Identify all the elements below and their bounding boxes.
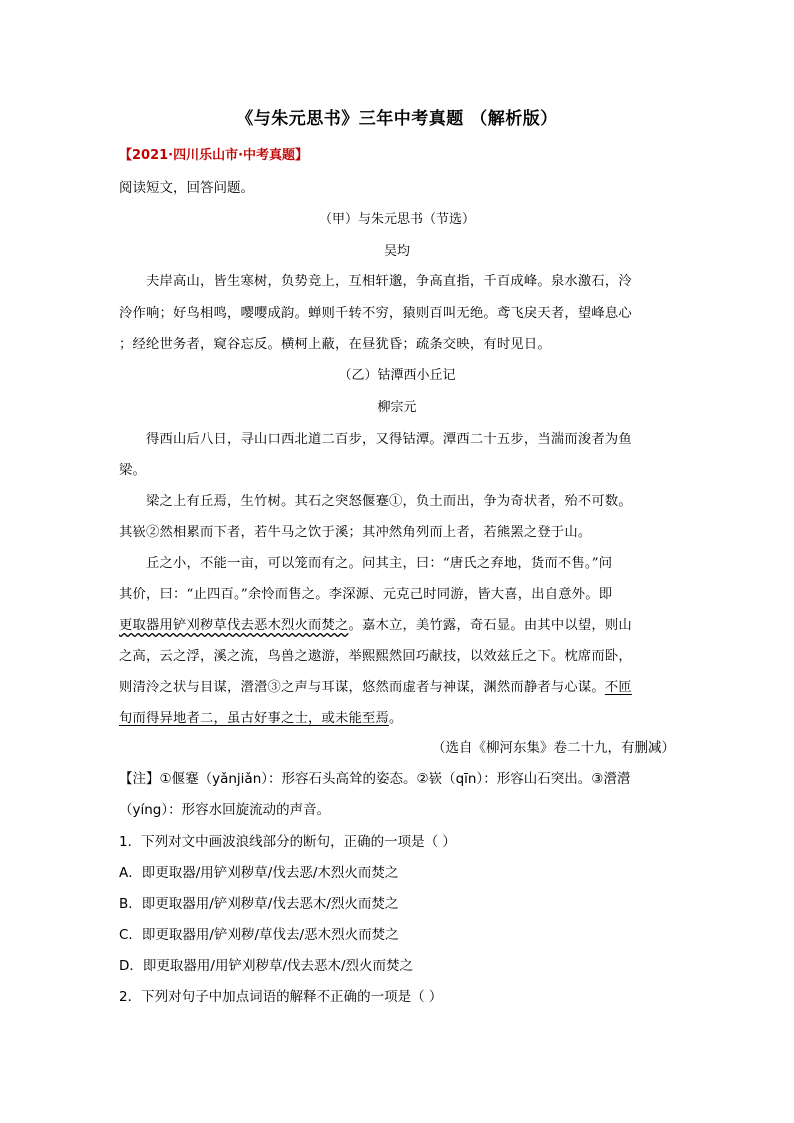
option-d: D．即更取器用/用铲刈秽草/伐去恶木/烈火而焚之 [119,958,414,974]
sentence-part: 瀯瀯③之声与耳谋，悠然而虚者与神谋，渊然而静者与心谋。 [240,680,605,695]
passage-yi-line: 之高，云之浮，溪之流，鸟兽之遨游，举熙熙然回巧献技，以效兹丘之下。枕席而卧， [119,649,632,664]
option-a: A．即更取器/用铲刈秽草/伐去恶/木烈火而焚之 [119,865,399,881]
sentence-end: 。 [388,711,403,726]
passage-yi-line: 梁之上有丘焉，生竹树。其石之突怒偃蹇①，负土而出，争为奇状者，殆不可数。 [146,494,632,509]
wavy-underlined-sentence: 更取器用铲刈秽草伐去恶木烈火而焚之 [119,618,349,633]
passage-jia-author: 吴均 [383,244,410,259]
passage-jia-line: ；经纶世务者，窥谷忘反。横柯上蔽，在昼犹昏；疏条交映，有时见日。 [119,337,551,352]
passage-yi-line: 梁。 [119,463,146,478]
annotation-note: （yíng）：形容水回旋流动的声音。 [119,802,331,818]
passage-yi-line: 其价，曰：“止四百。”余怜而售之。李深源、元克己时同游，皆大喜，出自意外。即 [119,587,613,602]
annotation-note: 【注】①偃蹇（yǎnjiǎn）：形容石头高耸的姿态。②嵚（qīn）：形容山石突出。③瀯瀯 [119,771,631,787]
sentence-rest: 。嘉木立，美竹露，奇石显。由其中以望，则山 [348,618,632,633]
passage-yi-line: 其嵚②然相累而下者，若牛马之饮于溪；其冲然角列而上者，若熊罴之登于山。 [119,525,592,540]
option-c: C．即更取器用/铲刈秽/草伐去/恶木烈火而焚之 [119,927,399,943]
passage-yi-author: 柳宗元 [377,400,417,415]
sentence-part: 则清泠之状与目谋， [119,680,241,695]
exam-source-tag: 【2021·四川乐山市·中考真题】 [119,148,309,163]
underlined-sentence: 不匝 [604,680,632,695]
page-title: 《与朱元思书》三年中考真题 （解析版） [236,109,558,129]
question-1: 1．下列对文中画波浪线部分的断句，正确的一项是（ ） [119,834,456,850]
underlined-sentence: 旬而得异地者二，虽古好事之士，或未能至焉 [119,711,389,726]
passage-jia-line: 泠作响；好鸟相鸣，嘤嘤成韵。蝉则千转不穷，猿则百叫无绝。鸢飞戾天者，望峰息心 [119,306,632,321]
option-b: B．即更取器用/铲刈秽草/伐去恶木/烈火而焚之 [119,896,399,912]
passage-yi-line [119,676,675,695]
question-2: 2．下列对句子中加点词语的解释不正确的一项是（ ） [119,989,443,1005]
passage-yi-line: 得西山后八日，寻山口西北道二百步，又得钴潭。潭西二十五步，当湍而浚者为鱼 [146,432,632,447]
passage-jia-title: （甲）与朱元思书（节选） [318,212,475,227]
citation-source: （选自《柳河东集》卷二十九，有删减） [432,740,675,756]
passage-yi-title: （乙）钴潭西小丘记 [338,368,456,383]
passage-yi-line: 丘之小，不能一亩，可以笼而有之。问其主，曰：“唐氏之弃地，货而不售。”问 [146,556,613,571]
passage-yi-line [119,707,675,726]
passage-yi-line [119,614,675,633]
passage-jia-line: 夫岸高山，皆生寒树，负势竞上，互相轩邈，争高直指，千百成峰。泉水激石，泠 [146,274,632,289]
intro-text: 阅读短文，回答问题。 [119,180,254,196]
